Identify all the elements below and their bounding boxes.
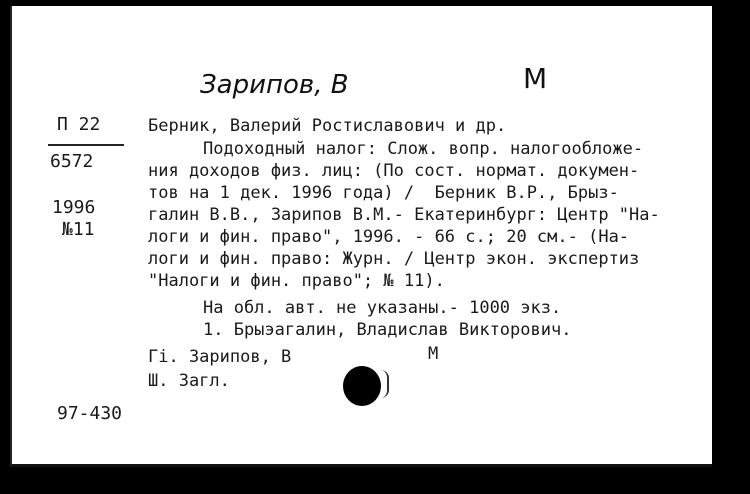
shelf-mark: П 22 [57, 114, 101, 135]
tracing-2-letter: М [428, 344, 439, 364]
body-line-6: логи и фин. право: Журн. / Центр экон. экспертиз [148, 249, 640, 269]
price-note: На обл. авт. не указаны.- 1000 экз. [203, 298, 562, 318]
body-line-7: "Налоги и фин. право"; № 11). [148, 271, 445, 291]
ink-blot [343, 366, 381, 406]
tracing-2: Гі. Зарипов, В [148, 347, 292, 367]
body-line-5: логи и фин. право", 1996. - 66 с.; 20 см.- (На- [148, 227, 630, 247]
body-line-1: Подоходный налог: Слож. вопр. налогообложе- [203, 139, 644, 159]
body-line-4: галин В.В., Зарипов В.М.- Екатеринбург: Центр "На- [148, 205, 660, 225]
tracing-1: 1. Брыэагалин, Владислав Викторович. [203, 320, 572, 340]
handwritten-letter: M [523, 62, 548, 95]
body-line-3: тов на 1 дек. 1996 года) / Берник В.Р., Брыз- [148, 183, 619, 203]
tracing-3: Ш. Загл. [148, 371, 230, 391]
entry-heading: Берник, Валерий Ростиславович и др. [148, 116, 507, 136]
ink-mark [381, 370, 389, 398]
handwritten-author-note: Зарипов, В [200, 70, 349, 100]
body-line-2: ния доходов физ. лиц: (По сост. нормат. докумен- [148, 161, 640, 181]
card-number: 6572 [50, 151, 94, 172]
shelf-divider [48, 144, 124, 146]
year-label: 1996 [52, 197, 96, 218]
issue-label: №11 [62, 219, 95, 240]
inventory-number: 97-430 [57, 403, 123, 424]
